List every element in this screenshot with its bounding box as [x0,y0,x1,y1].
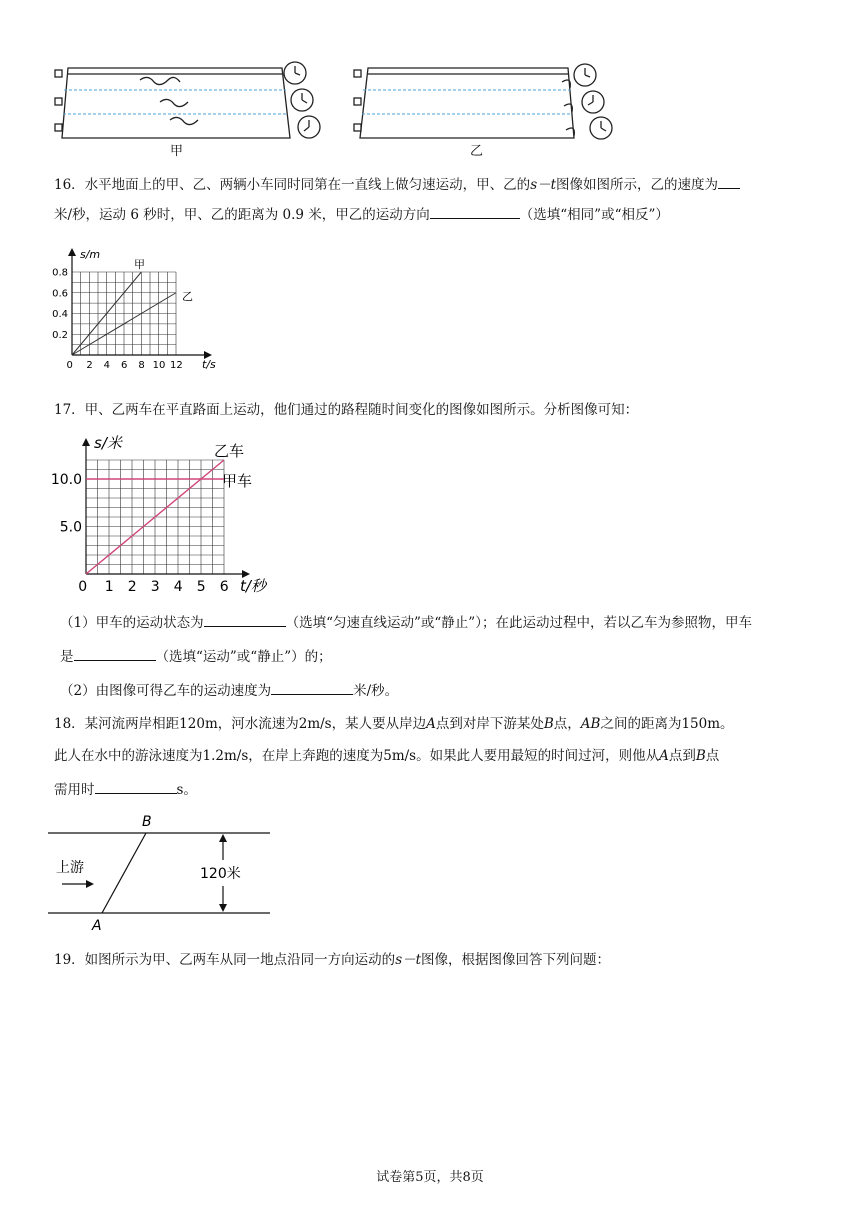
x-tick-label: 4 [103,360,111,371]
q17-blank-1[interactable] [204,612,286,627]
y-tick-label: 0.4 [52,309,68,320]
q19-text-a: 19．如图所示为甲、乙两车从同一地点沿同一方向运动的 [54,952,396,968]
x-tick-label: 4 [173,579,183,595]
caption-left: 甲 [170,144,184,159]
x-tick-label: 2 [86,360,93,371]
q17-sub1-a: （1）甲车的运动状态为 [60,615,204,631]
q18-text-1-end: 之间的距离为150m。 [600,716,734,732]
q17-blank-3[interactable] [271,680,353,695]
q16-text-2a: 米/秒，运动 6 秒时，甲、乙的距离为 0.9 米，甲乙的运动方向 [54,207,430,223]
caption-right: 乙 [470,144,484,159]
q17-sub2 [60,680,398,701]
q18-B: B [543,716,554,732]
y-tick-label: 0.8 [52,267,68,279]
q18-text-2c: 点 [705,748,720,764]
q17-sub1-d: （选填“运动”或“静止”）的； [155,649,332,665]
q18-text-3a: 需用时 [54,782,95,798]
label-A: A [92,918,102,934]
x-tick-label: 6 [121,360,128,371]
q18-text-1-mid: 点到对岸下游某处 [435,716,544,732]
q19-text-b: 图像，根据图像回答下列问题： [421,952,611,968]
x-tick-label: 10 [152,360,166,371]
label-B: B [142,814,152,830]
q18-text-3b: s。 [176,782,197,798]
x-tick-label: 8 [138,360,145,371]
q16-blank-2[interactable] [430,204,520,219]
pool-figure [50,60,630,160]
q18-text-2a: 此人在水中的游泳速度为1.2m/s，在岸上奔跑的速度为5m/s。如果此人要用最短的时间过河，则他从 [54,748,660,764]
x-tick-label: 2 [127,579,137,595]
x-tick-label: 12 [170,360,183,371]
width-arrow-up-head [219,834,227,842]
x-axis-label: t/s [202,358,216,371]
x-tick-label: 3 [150,579,160,595]
q16-text-2b: （选填“相同”或“相反”） [519,207,669,223]
q17-line1: 17．甲、乙两车在平直路面上运动，他们通过的路程随时间变化的图像如图所示。分析图像可知： [54,402,639,418]
page-footer: 试卷第5页，共8页 [376,1170,484,1185]
flow-arrow-head [86,880,94,888]
q16-text-1: 16．水平地面上的甲、乙、两辆小车同时同第在一直线上做匀速运动，甲、乙的 [54,177,531,193]
q18-A-2: A [659,748,669,764]
y-tick-label: 5.0 [59,519,82,536]
q18-B-2: B [695,748,706,764]
q16-blank-1[interactable] [718,174,740,189]
y-axis-arrow [68,248,76,256]
q19-line1 [54,950,610,970]
series-label-2: 乙车 [214,442,245,460]
q17-sub1-cont [60,646,332,667]
x-axis-label: t/秒 [240,577,266,595]
q17-sub1 [60,612,752,633]
q18-AB: AB [580,716,601,732]
q16-line2 [54,204,669,225]
q17-sub2-b: 米/秒。 [353,683,399,699]
q18-text-2b: 点到 [668,748,696,764]
y-axis-arrow [82,438,90,446]
ab-path [102,833,146,913]
q18-A: A [426,716,436,732]
q16-st-chart [46,242,226,382]
q18-line1 [54,714,734,734]
y-axis-label: s/m [80,248,101,261]
series-label-1: 甲 [134,258,145,271]
q16-st: s－t [530,177,557,193]
q17-sub1-c: 是 [60,649,74,665]
x-tick-label: 0 [66,360,73,371]
q16-line1 [54,174,740,195]
x-tick-label: 1 [104,579,114,595]
width-arrow-down-head [219,904,227,912]
q18-river-figure [48,810,274,934]
upstream-label: 上游 [56,860,84,876]
y-tick-label: 0.2 [52,329,68,341]
x-tick-label: 6 [219,579,229,595]
q18-line2 [54,746,719,766]
q17-sub2-a: （2）由图像可得乙车的运动速度为 [60,683,272,699]
pool-right [354,64,612,139]
width-label: 120米 [200,866,241,882]
y-axis-label: s/米 [94,434,122,452]
q18-text-1-mid2: 点， [553,716,581,732]
pool-left [55,62,320,138]
x-tick-label: 5 [196,579,206,595]
q17-sub1-b: （选填“匀速直线运动”或“静止”）；在此运动过程中，若以乙车为参照物，甲车 [285,615,752,631]
q17-blank-2[interactable] [74,646,156,661]
q18-line3 [54,779,197,800]
series-label-1: 甲车 [222,472,253,490]
x-tick-label: 0 [78,579,88,595]
q18-blank[interactable] [95,779,177,794]
y-tick-label: 0.6 [52,288,68,300]
y-tick-label: 10.0 [50,471,82,488]
q17-st-chart [46,424,276,604]
q19-st: s－t [395,952,422,968]
q16-text-1-end: 图像如图所示，乙的速度为 [556,177,719,193]
series-label-2: 乙 [182,290,193,303]
q18-text-1: 18．某河流两岸相距120m，河水流速为2m/s，某人要从岸边 [54,716,427,732]
